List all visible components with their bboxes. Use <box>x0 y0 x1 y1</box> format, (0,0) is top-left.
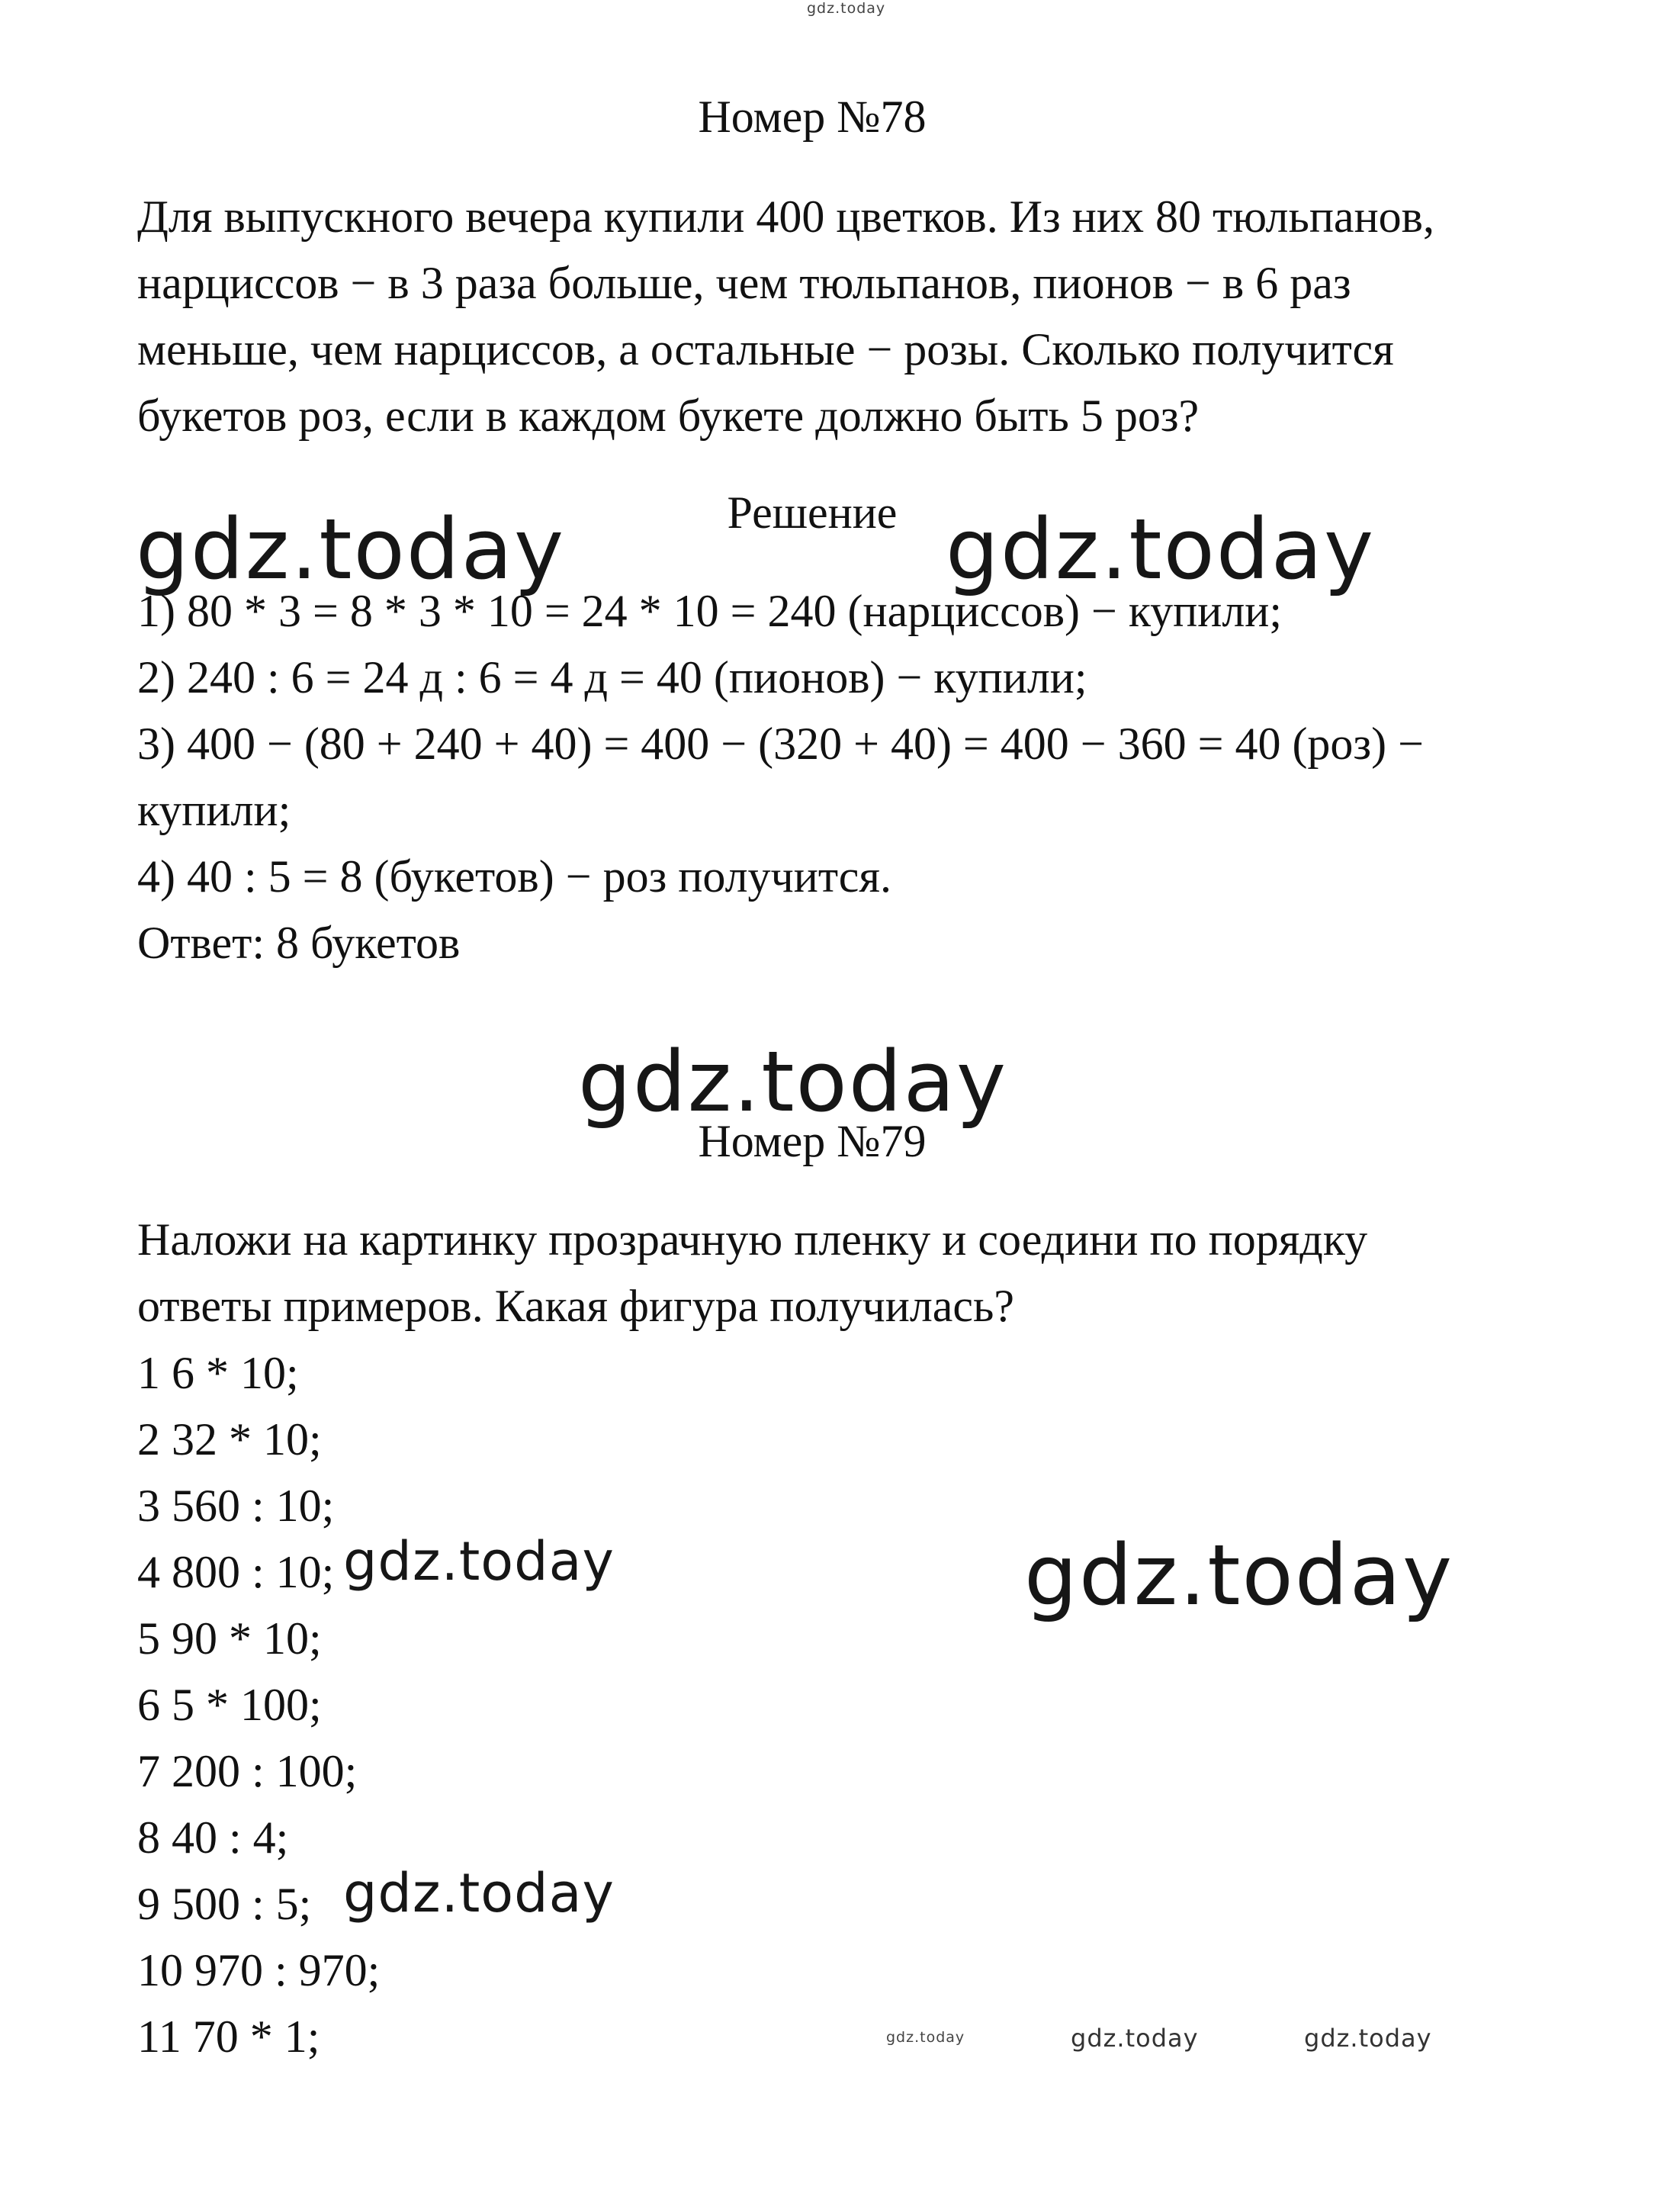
example-item: 9 500 : 5; <box>137 1879 312 1929</box>
example-item: 11 70 * 1; <box>137 2011 320 2062</box>
problem-78-heading: Номер №78 <box>698 92 927 142</box>
solution-title: Решение <box>727 487 898 538</box>
problem-79-task-line: ответы примеров. Какая фигура получилась? <box>137 1281 1015 1331</box>
solution-line: 1) 80 * 3 = 8 * 3 * 10 = 24 * 10 = 240 (нарциссов) − купили; <box>137 586 1283 636</box>
solution-line: купили; <box>137 785 291 835</box>
example-item: 7 200 : 100; <box>137 1746 358 1796</box>
example-item: 4 800 : 10; <box>137 1547 335 1597</box>
problem-78-task-line: букетов роз, если в каждом букете должно быть 5 роз? <box>137 391 1200 441</box>
watermark-large-center: gdz.today <box>578 1033 1008 1130</box>
problem-79-heading: Номер №79 <box>698 1116 927 1166</box>
watermark-large-right-2: gdz.today <box>1024 1526 1454 1624</box>
problem-78-task-line: Для выпускного вечера купили 400 цветков. Из них 80 тюльпанов, <box>137 191 1435 242</box>
answer-line: Ответ: 8 букетов <box>137 918 461 968</box>
watermark-medium-left-2: gdz.today <box>343 1862 615 1925</box>
example-item: 3 560 : 10; <box>137 1481 335 1531</box>
example-item: 5 90 * 10; <box>137 1613 322 1664</box>
watermark-medium-left-1: gdz.today <box>343 1530 615 1593</box>
solution-line: 4) 40 : 5 = 8 (букетов) − роз получится. <box>137 851 892 902</box>
problem-78-task-line: меньше, чем нарциссов, а остальные − розы. Сколько получится <box>137 324 1394 375</box>
example-item: 2 32 * 10; <box>137 1414 322 1465</box>
example-item: 1 6 * 10; <box>137 1348 299 1398</box>
watermark-large-right: gdz.today <box>946 500 1376 598</box>
watermark-small-bottom-2: gdz.today <box>1304 2024 1432 2053</box>
watermark-small-bottom-1: gdz.today <box>1071 2024 1199 2053</box>
example-item: 6 5 * 100; <box>137 1680 322 1730</box>
watermark-tiny-bottom: gdz.today <box>886 2029 965 2046</box>
watermark-large-left: gdz.today <box>136 500 566 598</box>
watermark-top: gdz.today <box>807 0 886 17</box>
example-item: 8 40 : 4; <box>137 1812 289 1863</box>
problem-78-task-line: нарциссов − в 3 раза больше, чем тюльпанов, пионов − в 6 раз <box>137 258 1351 308</box>
problem-79-task-line: Наложи на картинку прозрачную пленку и соедини по порядку <box>137 1214 1368 1265</box>
solution-line: 3) 400 − (80 + 240 + 40) = 400 − (320 + 40) = 400 − 360 = 40 (роз) − <box>137 719 1424 769</box>
solution-line: 2) 240 : 6 = 24 д : 6 = 4 д = 40 (пионов) − купили; <box>137 652 1087 703</box>
example-item: 10 970 : 970; <box>137 1945 381 1995</box>
